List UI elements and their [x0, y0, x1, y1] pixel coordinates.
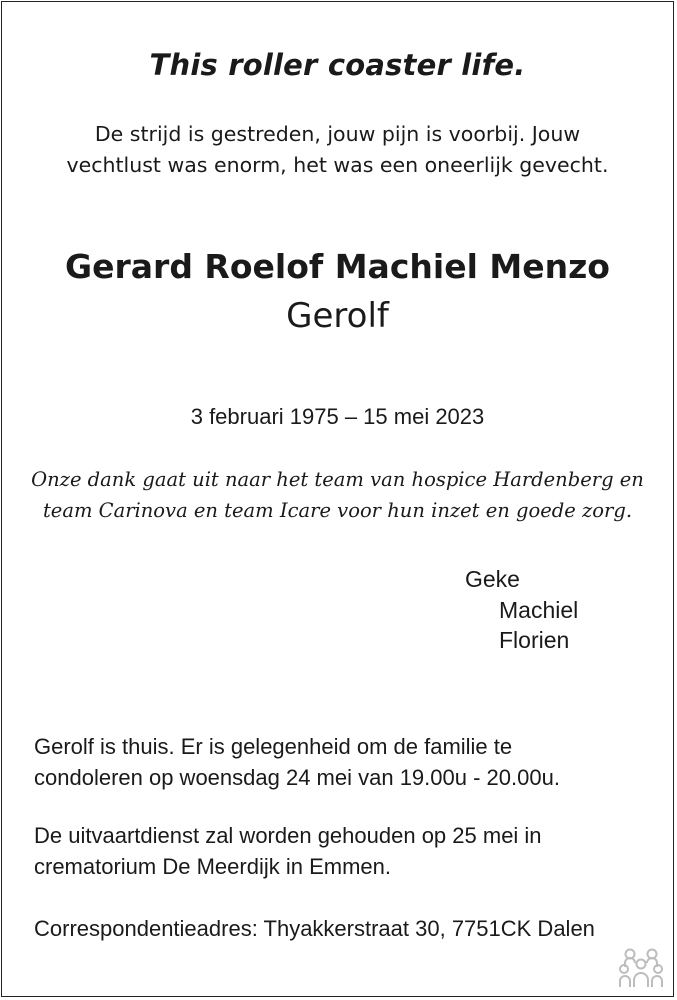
motto-heading: This roller coaster life.	[149, 48, 526, 82]
condolence-line: condoleren op woensdag 24 mei van 19.00u - 20.00u.	[34, 765, 560, 790]
intro-line: De strijd is gestreden, jouw pijn is voorbij. Jouw	[94, 122, 581, 146]
condolence-text	[34, 731, 560, 793]
service-line: De uitvaartdienst zal worden gehouden op 25 mei in	[34, 823, 542, 848]
correspondence-address: Correspondentieadres: Thyakkerstraat 30, 7751CK Dalen	[34, 916, 595, 941]
people-group-icon	[616, 947, 666, 989]
thanks-line: Onze dank gaat uit naar het team van hospice Hardenberg en	[31, 468, 644, 491]
deceased-call-name: Gerolf	[286, 296, 389, 336]
service-line: crematorium De Meerdijk in Emmen.	[34, 854, 391, 879]
service-text	[34, 820, 542, 882]
intro-text	[2, 119, 673, 181]
thanks-line: team Carinova en team Icare voor hun inzet en goede zorg.	[42, 499, 633, 522]
family-member: Geke	[465, 566, 520, 592]
notice-frame	[1, 1, 674, 997]
deceased-full-name: Gerard Roelof Machiel Menzo	[65, 247, 610, 286]
intro-line: vechtlust was enorm, het was een oneerlijk gevecht.	[66, 153, 609, 177]
thanks-text	[2, 464, 673, 526]
family-member: Machiel	[499, 597, 579, 623]
life-dates: 3 februari 1975 – 15 mei 2023	[190, 404, 485, 429]
condolence-line: Gerolf is thuis. Er is gelegenheid om de familie te	[34, 734, 513, 759]
family-member: Florien	[499, 627, 570, 653]
